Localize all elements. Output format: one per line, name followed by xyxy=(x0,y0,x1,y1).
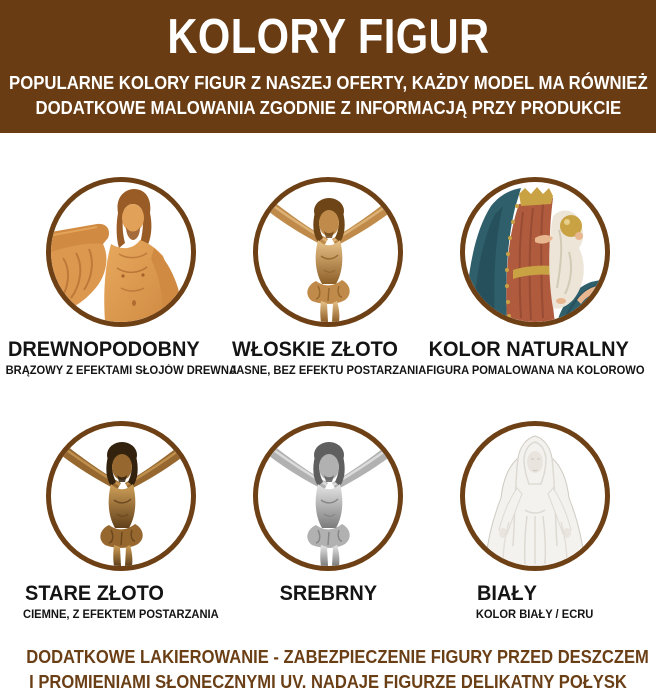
color-name: BIAŁY xyxy=(477,582,538,605)
antique-gold-crucifix-statue-image xyxy=(51,426,191,566)
gold-crucifix-statue-image xyxy=(258,182,398,322)
footer-line-1: DODATKOWE LAKIEROWANIE - ZABEZPIECZENIE FIGURY PRZED DESZCZEM xyxy=(26,647,649,667)
color-card-bialy xyxy=(432,421,639,623)
color-description xyxy=(278,609,378,623)
statue-photo-circle xyxy=(460,421,610,571)
color-description: KOLOR BIAŁY / ECRU xyxy=(476,609,594,621)
silver-crucifix-statue-image xyxy=(258,426,398,566)
statue-photo-circle xyxy=(46,421,196,571)
statue-photo-circle xyxy=(46,177,196,327)
color-card-kolor-naturalny xyxy=(425,177,645,379)
color-description: BRĄZOWY Z EFEKTAMI SŁOJÓW DREWNA xyxy=(5,365,237,377)
color-name: WŁOSKIE ZŁOTO xyxy=(231,338,398,361)
page-title: KOLORY FIGUR xyxy=(166,9,490,64)
footer-line-2: I PROMIENIAMI SŁONECZNYMI UV. NADAJE FIGURZE DELIKATNY POŁYSK xyxy=(29,672,627,693)
color-options-grid xyxy=(0,133,656,623)
color-description: JASNE, BEZ EFEKTU POSTARZANIA xyxy=(229,365,427,377)
color-card-srebrny xyxy=(225,421,432,623)
subtitle-line-2: DODATKOWE MALOWANIA ZGODNIE Z INFORMACJĄ PRZY PRODUKCIE xyxy=(35,98,621,119)
color-card-stare-zloto xyxy=(18,421,225,623)
statue-photo-circle xyxy=(253,421,403,571)
header-banner xyxy=(0,0,656,133)
color-name: SREBRNY xyxy=(279,582,377,605)
statue-photo-circle xyxy=(460,177,610,327)
statue-photo-circle xyxy=(253,177,403,327)
painted-madonna-child-statue-image xyxy=(465,182,605,322)
subtitle-line-1: POPULARNE KOLORY FIGUR Z NASZEJ OFERTY, KAŻDY MODEL MA RÓWNIEŻ xyxy=(8,72,648,93)
white-madonna-statue-image xyxy=(465,426,605,566)
wood-christ-statue-image xyxy=(51,182,191,322)
footer-note xyxy=(26,645,649,695)
color-description: CIEMNE, Z EFEKTEM POSTARZANIA xyxy=(23,609,219,621)
color-description: FIGURA POMALOWANA NA KOLOROWO xyxy=(425,365,645,377)
color-card-wloskie-zloto xyxy=(225,177,432,379)
color-name: DREWNOPODOBNY xyxy=(7,338,200,361)
color-card-drewnopodobny xyxy=(5,177,237,379)
color-name: KOLOR NATURALNY xyxy=(428,338,629,361)
color-name: STARE ZŁOTO xyxy=(25,582,165,605)
header-subtitle xyxy=(9,71,648,122)
